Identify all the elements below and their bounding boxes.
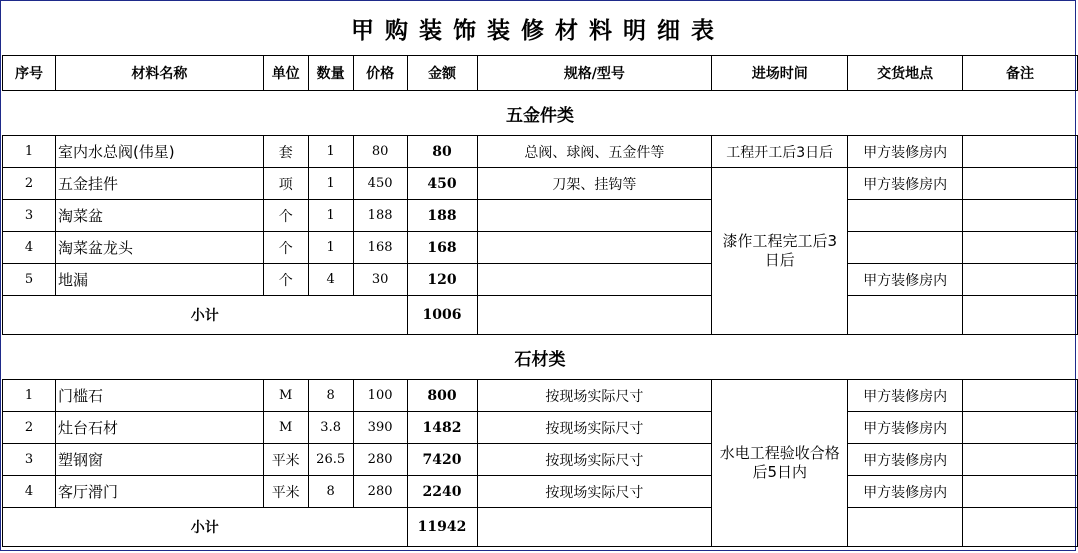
cell-unit: 平米 — [263, 444, 308, 476]
cell-location: 甲方装修房内 — [848, 380, 963, 412]
header-qty: 数量 — [308, 56, 353, 91]
header-row — [3, 56, 1078, 91]
section-title: 石材类 — [3, 335, 1078, 380]
cell-spec: 按现场实际尺寸 — [477, 412, 712, 444]
cell-unit: 平米 — [263, 476, 308, 508]
header-no: 序号 — [3, 56, 56, 91]
header-amount: 金额 — [407, 56, 477, 91]
cell-price: 280 — [353, 444, 407, 476]
cell-spec — [477, 264, 712, 296]
cell-location: 甲方装修房内 — [848, 476, 963, 508]
cell-remarks — [963, 168, 1078, 200]
cell-qty: 8 — [308, 380, 353, 412]
cell-name: 灶台石材 — [55, 412, 263, 444]
cell-qty: 4 — [308, 264, 353, 296]
cell-no: 1 — [3, 136, 56, 168]
cell-location — [848, 232, 963, 264]
cell-no: 2 — [3, 168, 56, 200]
cell-spec — [477, 200, 712, 232]
cell-unit: 个 — [263, 232, 308, 264]
subtotal-amount: 1006 — [407, 296, 477, 335]
header-unit: 单位 — [263, 56, 308, 91]
table-row — [3, 476, 1078, 508]
cell-no: 4 — [3, 232, 56, 264]
cell-location — [848, 296, 963, 335]
table-row — [3, 264, 1078, 296]
header-name: 材料名称 — [55, 56, 263, 91]
cell-unit: 项 — [263, 168, 308, 200]
cell-qty: 26.5 — [308, 444, 353, 476]
cell-name: 地漏 — [55, 264, 263, 296]
header-remarks: 备注 — [963, 56, 1078, 91]
cell-remarks — [963, 476, 1078, 508]
cell-unit: 套 — [263, 136, 308, 168]
section-header-row — [3, 335, 1078, 380]
cell-price: 30 — [353, 264, 407, 296]
table-row — [3, 444, 1078, 476]
cell-qty: 8 — [308, 476, 353, 508]
cell-remarks — [963, 296, 1078, 335]
cell-amount: 188 — [407, 200, 477, 232]
cell-location: 甲方装修房内 — [848, 168, 963, 200]
cell-remarks — [963, 412, 1078, 444]
cell-spec — [477, 296, 712, 335]
cell-amount: 120 — [407, 264, 477, 296]
materials-table — [2, 55, 1078, 547]
cell-entry-time-merged: 漆作工程完工后3日后 — [712, 168, 848, 335]
cell-spec: 按现场实际尺寸 — [477, 380, 712, 412]
cell-amount: 2240 — [407, 476, 477, 508]
cell-qty: 1 — [308, 232, 353, 264]
cell-remarks — [963, 508, 1078, 547]
cell-spec: 按现场实际尺寸 — [477, 444, 712, 476]
cell-location: 甲方装修房内 — [848, 444, 963, 476]
cell-name: 淘菜盆龙头 — [55, 232, 263, 264]
cell-remarks — [963, 136, 1078, 168]
cell-spec — [477, 232, 712, 264]
cell-location: 甲方装修房内 — [848, 264, 963, 296]
table-row — [3, 412, 1078, 444]
cell-remarks — [963, 200, 1078, 232]
cell-name: 塑钢窗 — [55, 444, 263, 476]
cell-no: 4 — [3, 476, 56, 508]
subtotal-row — [3, 508, 1078, 547]
cell-location — [848, 508, 963, 547]
cell-remarks — [963, 380, 1078, 412]
cell-location — [848, 200, 963, 232]
cell-location: 甲方装修房内 — [848, 412, 963, 444]
cell-price: 188 — [353, 200, 407, 232]
cell-name: 五金挂件 — [55, 168, 263, 200]
subtotal-row — [3, 296, 1078, 335]
header-entry-time: 进场时间 — [712, 56, 848, 91]
cell-no: 1 — [3, 380, 56, 412]
cell-qty: 3.8 — [308, 412, 353, 444]
cell-unit: 个 — [263, 264, 308, 296]
header-location: 交货地点 — [848, 56, 963, 91]
cell-remarks — [963, 264, 1078, 296]
table-row — [3, 380, 1078, 412]
cell-unit: 个 — [263, 200, 308, 232]
cell-amount: 7420 — [407, 444, 477, 476]
subtotal-label: 小计 — [3, 296, 408, 335]
cell-price: 280 — [353, 476, 407, 508]
cell-no: 5 — [3, 264, 56, 296]
section-title: 五金件类 — [3, 91, 1078, 136]
cell-spec: 刀架、挂钩等 — [477, 168, 712, 200]
subtotal-label: 小计 — [3, 508, 408, 547]
cell-amount: 168 — [407, 232, 477, 264]
cell-no: 3 — [3, 200, 56, 232]
table-row — [3, 200, 1078, 232]
cell-qty: 1 — [308, 136, 353, 168]
header-spec: 规格/型号 — [477, 56, 712, 91]
table-row — [3, 232, 1078, 264]
cell-amount: 80 — [407, 136, 477, 168]
cell-amount: 1482 — [407, 412, 477, 444]
cell-qty: 1 — [308, 168, 353, 200]
cell-entry-time-merged: 水电工程验收合格后5日内 — [712, 380, 848, 547]
table-row — [3, 168, 1078, 200]
table-row — [3, 136, 1078, 168]
header-price: 价格 — [353, 56, 407, 91]
subtotal-amount: 11942 — [407, 508, 477, 547]
cell-location: 甲方装修房内 — [848, 136, 963, 168]
cell-spec: 总阀、球阀、五金件等 — [477, 136, 712, 168]
cell-price: 80 — [353, 136, 407, 168]
cell-price: 168 — [353, 232, 407, 264]
cell-amount: 800 — [407, 380, 477, 412]
cell-spec — [477, 508, 712, 547]
cell-spec: 按现场实际尺寸 — [477, 476, 712, 508]
cell-name: 客厅滑门 — [55, 476, 263, 508]
cell-no: 3 — [3, 444, 56, 476]
cell-price: 450 — [353, 168, 407, 200]
cell-entry-time: 工程开工后3日后 — [712, 136, 848, 168]
cell-remarks — [963, 232, 1078, 264]
cell-unit: M — [263, 412, 308, 444]
cell-name: 室内水总阀(伟星) — [55, 136, 263, 168]
sheet-title: 甲购装饰装修材料明细表 — [351, 17, 725, 44]
cell-unit: M — [263, 380, 308, 412]
cell-no: 2 — [3, 412, 56, 444]
cell-price: 390 — [353, 412, 407, 444]
cell-name: 门槛石 — [55, 380, 263, 412]
cell-name: 淘菜盆 — [55, 200, 263, 232]
section-header-row — [3, 91, 1078, 136]
cell-price: 100 — [353, 380, 407, 412]
cell-qty: 1 — [308, 200, 353, 232]
cell-amount: 450 — [407, 168, 477, 200]
cell-remarks — [963, 444, 1078, 476]
